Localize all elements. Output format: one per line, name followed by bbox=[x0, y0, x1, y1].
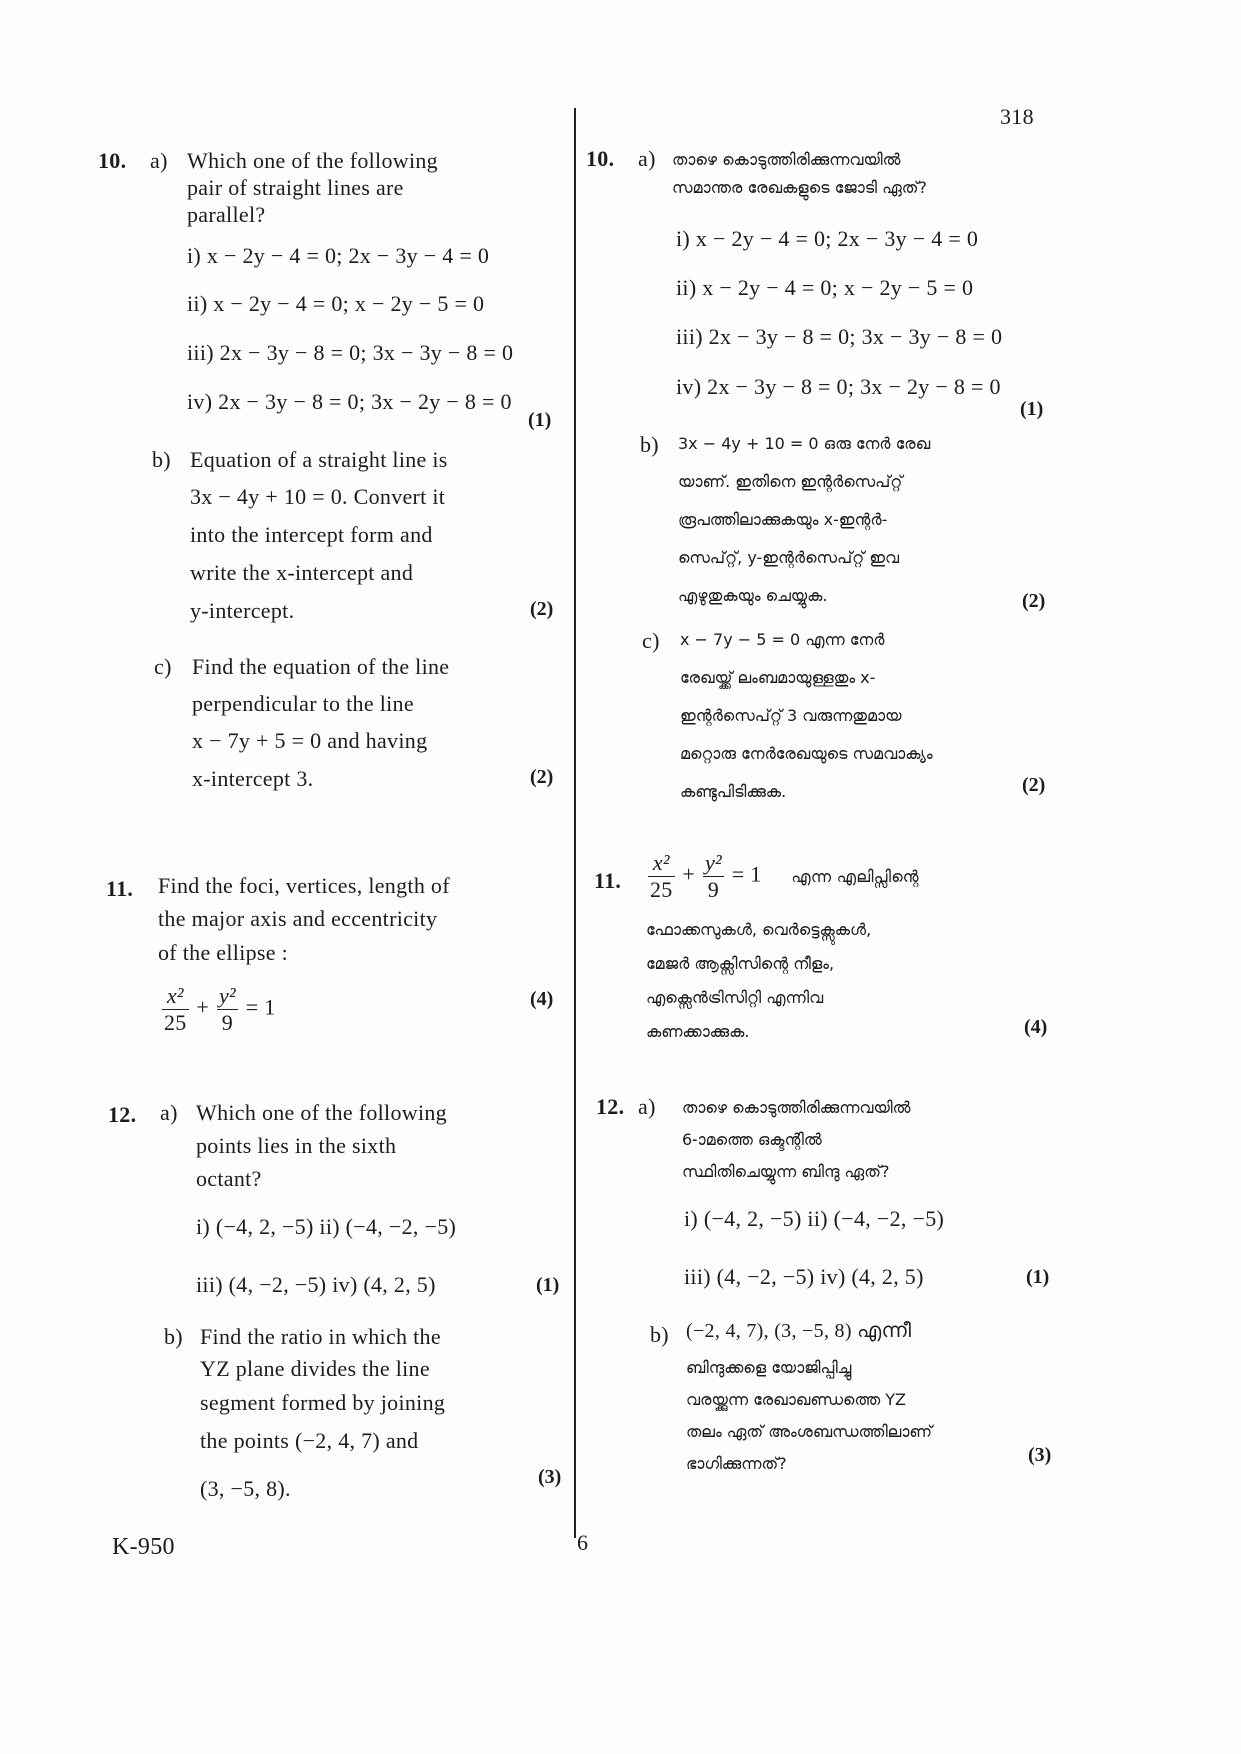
question-number: 11. bbox=[106, 876, 134, 901]
question-text: രേഖയ്ക്ക് ലംബമായുള്ളതും x- bbox=[680, 668, 876, 687]
question-text: കണ്ടുപിടിക്കുക. bbox=[680, 782, 787, 801]
question-number: 12. bbox=[596, 1094, 625, 1119]
question-text: pair of straight lines are bbox=[187, 175, 404, 200]
question-text: എഴുതുകയും ചെയ്യുക. bbox=[678, 586, 828, 605]
question-text: x-intercept 3. bbox=[192, 766, 314, 791]
question-text: (3, −5, 8). bbox=[200, 1476, 291, 1501]
question-text: the major axis and eccentricity bbox=[158, 906, 438, 931]
question-text: സെപ്റ്റ്, y-ഇന്റർസെപ്റ്റ് ഇവ bbox=[678, 548, 900, 567]
question-text: സ്ഥിതിചെയ്യുന്ന ബിന്ദു ഏത്? bbox=[682, 1162, 890, 1181]
marks: (4) bbox=[1024, 1016, 1048, 1038]
question-text: YZ plane divides the line bbox=[200, 1356, 430, 1381]
question-number: 12. bbox=[108, 1102, 137, 1127]
option-row: iii) (4, −2, −5) iv) (4, 2, 5) bbox=[684, 1264, 924, 1289]
marks: (4) bbox=[530, 988, 554, 1010]
question-text: of the ellipse : bbox=[158, 940, 289, 965]
part-label: b) bbox=[640, 432, 659, 457]
question-text: octant? bbox=[196, 1166, 262, 1191]
question-text: write the x-intercept and bbox=[190, 560, 414, 585]
ellipse-equation: $\frac{\text{x²}}{25}$ + $\frac{\text{y²}}{9}$ = 1 എന്ന എലിപ്സിന്റെ bbox=[650, 850, 919, 902]
marks: (1) bbox=[1020, 398, 1044, 420]
marks: (3) bbox=[538, 1466, 562, 1488]
option: iii) 2x − 3y − 8 = 0; 3x − 3y − 8 = 0 bbox=[187, 340, 514, 365]
option: iv) 2x − 3y − 8 = 0; 3x − 2y − 8 = 0 bbox=[187, 389, 512, 414]
question-text: മേജർ ആക്സിസിന്റെ നീളം, bbox=[646, 954, 835, 973]
part-label: c) bbox=[642, 628, 660, 653]
question-text: segment formed by joining bbox=[200, 1390, 446, 1415]
question-text: താഴെ കൊടുത്തിരിക്കുന്നവയിൽ bbox=[682, 1098, 911, 1117]
question-text: Equation of a straight line is bbox=[190, 447, 448, 472]
question-text: points lies in the sixth bbox=[196, 1133, 397, 1158]
part-label: b) bbox=[650, 1322, 669, 1347]
ellipse-equation: $\frac{\text{x²}}{25}$ + $\frac{\text{y²}}{9}$ = 1 bbox=[164, 983, 276, 1035]
question-number: 11. bbox=[594, 868, 622, 893]
question-text: into the intercept form and bbox=[190, 522, 433, 547]
option-row: iii) (4, −2, −5) iv) (4, 2, 5) bbox=[196, 1272, 436, 1297]
part-label: a) bbox=[638, 1094, 656, 1119]
option: i) x − 2y − 4 = 0; 2x − 3y − 4 = 0 bbox=[187, 243, 490, 268]
question-text: സമാന്തര രേഖകളുടെ ജോടി ഏത്? bbox=[672, 178, 927, 197]
footer-page-number: 6 bbox=[577, 1530, 589, 1555]
marks: (1) bbox=[536, 1274, 560, 1296]
question-text: ബിന്ദുക്കളെ യോജിപ്പിച്ചു bbox=[686, 1358, 852, 1377]
question-text: വരയ്ക്കുന്ന രേഖാഖണ്ഡത്തെ YZ bbox=[686, 1390, 906, 1409]
question-text: the points (−2, 4, 7) and bbox=[200, 1428, 419, 1453]
part-label: a) bbox=[638, 146, 656, 171]
option: ii) x − 2y − 4 = 0; x − 2y − 5 = 0 bbox=[187, 291, 485, 316]
option: i) x − 2y − 4 = 0; 2x − 3y − 4 = 0 bbox=[676, 226, 979, 251]
question-text: parallel? bbox=[187, 202, 266, 227]
option-row: i) (−4, 2, −5) ii) (−4, −2, −5) bbox=[684, 1206, 945, 1231]
question-text: Find the equation of the line bbox=[192, 654, 450, 679]
part-label: c) bbox=[154, 654, 172, 679]
question-text: ഭാഗിക്കുന്നത്? bbox=[686, 1454, 787, 1473]
question-text: x − 7y + 5 = 0 and having bbox=[192, 728, 428, 753]
question-text: താഴെ കൊടുത്തിരിക്കുന്നവയിൽ bbox=[672, 150, 901, 169]
question-text: ഇന്റർസെപ്റ്റ് 3 വരുന്നതുമായ bbox=[680, 706, 902, 725]
question-text: (−2, 4, 7), (3, −5, 8) എന്നീ bbox=[686, 1320, 912, 1342]
column-divider bbox=[574, 108, 576, 1538]
marks: (2) bbox=[1022, 774, 1046, 796]
part-label: a) bbox=[150, 148, 168, 173]
question-text: Which one of the following bbox=[196, 1100, 447, 1125]
marks: (2) bbox=[1022, 590, 1046, 612]
question-text: കണക്കാക്കുക. bbox=[646, 1022, 750, 1041]
option: iv) 2x − 3y − 8 = 0; 3x − 2y − 8 = 0 bbox=[676, 374, 1001, 399]
question-text: മറ്റൊരു നേർരേഖയുടെ സമവാക്യം bbox=[680, 744, 933, 763]
marks: (1) bbox=[1026, 1266, 1050, 1288]
option-row: i) (−4, 2, −5) ii) (−4, −2, −5) bbox=[196, 1214, 457, 1239]
question-text: 3x − 4y + 10 = 0 ഒരു നേർ രേഖ bbox=[678, 434, 931, 453]
question-text: തലം ഏത് അംശബന്ധത്തിലാണ് bbox=[686, 1422, 933, 1441]
part-label: a) bbox=[160, 1100, 178, 1125]
marks: (3) bbox=[1028, 1444, 1052, 1466]
question-text: Find the ratio in which the bbox=[200, 1324, 441, 1349]
question-number: 10. bbox=[586, 146, 615, 171]
question-text: യാണ്. ഇതിനെ ഇന്റർസെപ്റ്റ് bbox=[678, 472, 903, 491]
footer-code: K-950 bbox=[112, 1534, 175, 1560]
option: ii) x − 2y − 4 = 0; x − 2y − 5 = 0 bbox=[676, 275, 974, 300]
question-text: y-intercept. bbox=[190, 598, 295, 623]
marks: (1) bbox=[528, 409, 552, 431]
question-text: രൂപത്തിലാക്കുകയും x-ഇന്റർ- bbox=[678, 510, 888, 529]
marks: (2) bbox=[530, 766, 554, 788]
marks: (2) bbox=[530, 598, 554, 620]
question-text: perpendicular to the line bbox=[192, 691, 414, 716]
option: iii) 2x − 3y − 8 = 0; 3x − 3y − 8 = 0 bbox=[676, 324, 1003, 349]
question-text: 3x − 4y + 10 = 0. Convert it bbox=[190, 484, 446, 509]
page-number: 318 bbox=[1000, 104, 1034, 129]
question-text: എക്സെൻട്രിസിറ്റി എന്നിവ bbox=[646, 988, 824, 1007]
question-text: Which one of the following bbox=[187, 148, 438, 173]
part-label: b) bbox=[164, 1324, 183, 1349]
question-text: 6-ാമത്തെ ഒക്ടന്റിൽ bbox=[682, 1130, 822, 1149]
part-label: b) bbox=[152, 447, 171, 472]
question-text: Find the foci, vertices, length of bbox=[158, 873, 450, 898]
question-text: ഫോക്കസുകൾ, വെർട്ടെക്സുകൾ, bbox=[646, 920, 872, 939]
question-text: x − 7y − 5 = 0 എന്ന നേർ bbox=[680, 630, 885, 649]
question-number: 10. bbox=[98, 148, 127, 173]
